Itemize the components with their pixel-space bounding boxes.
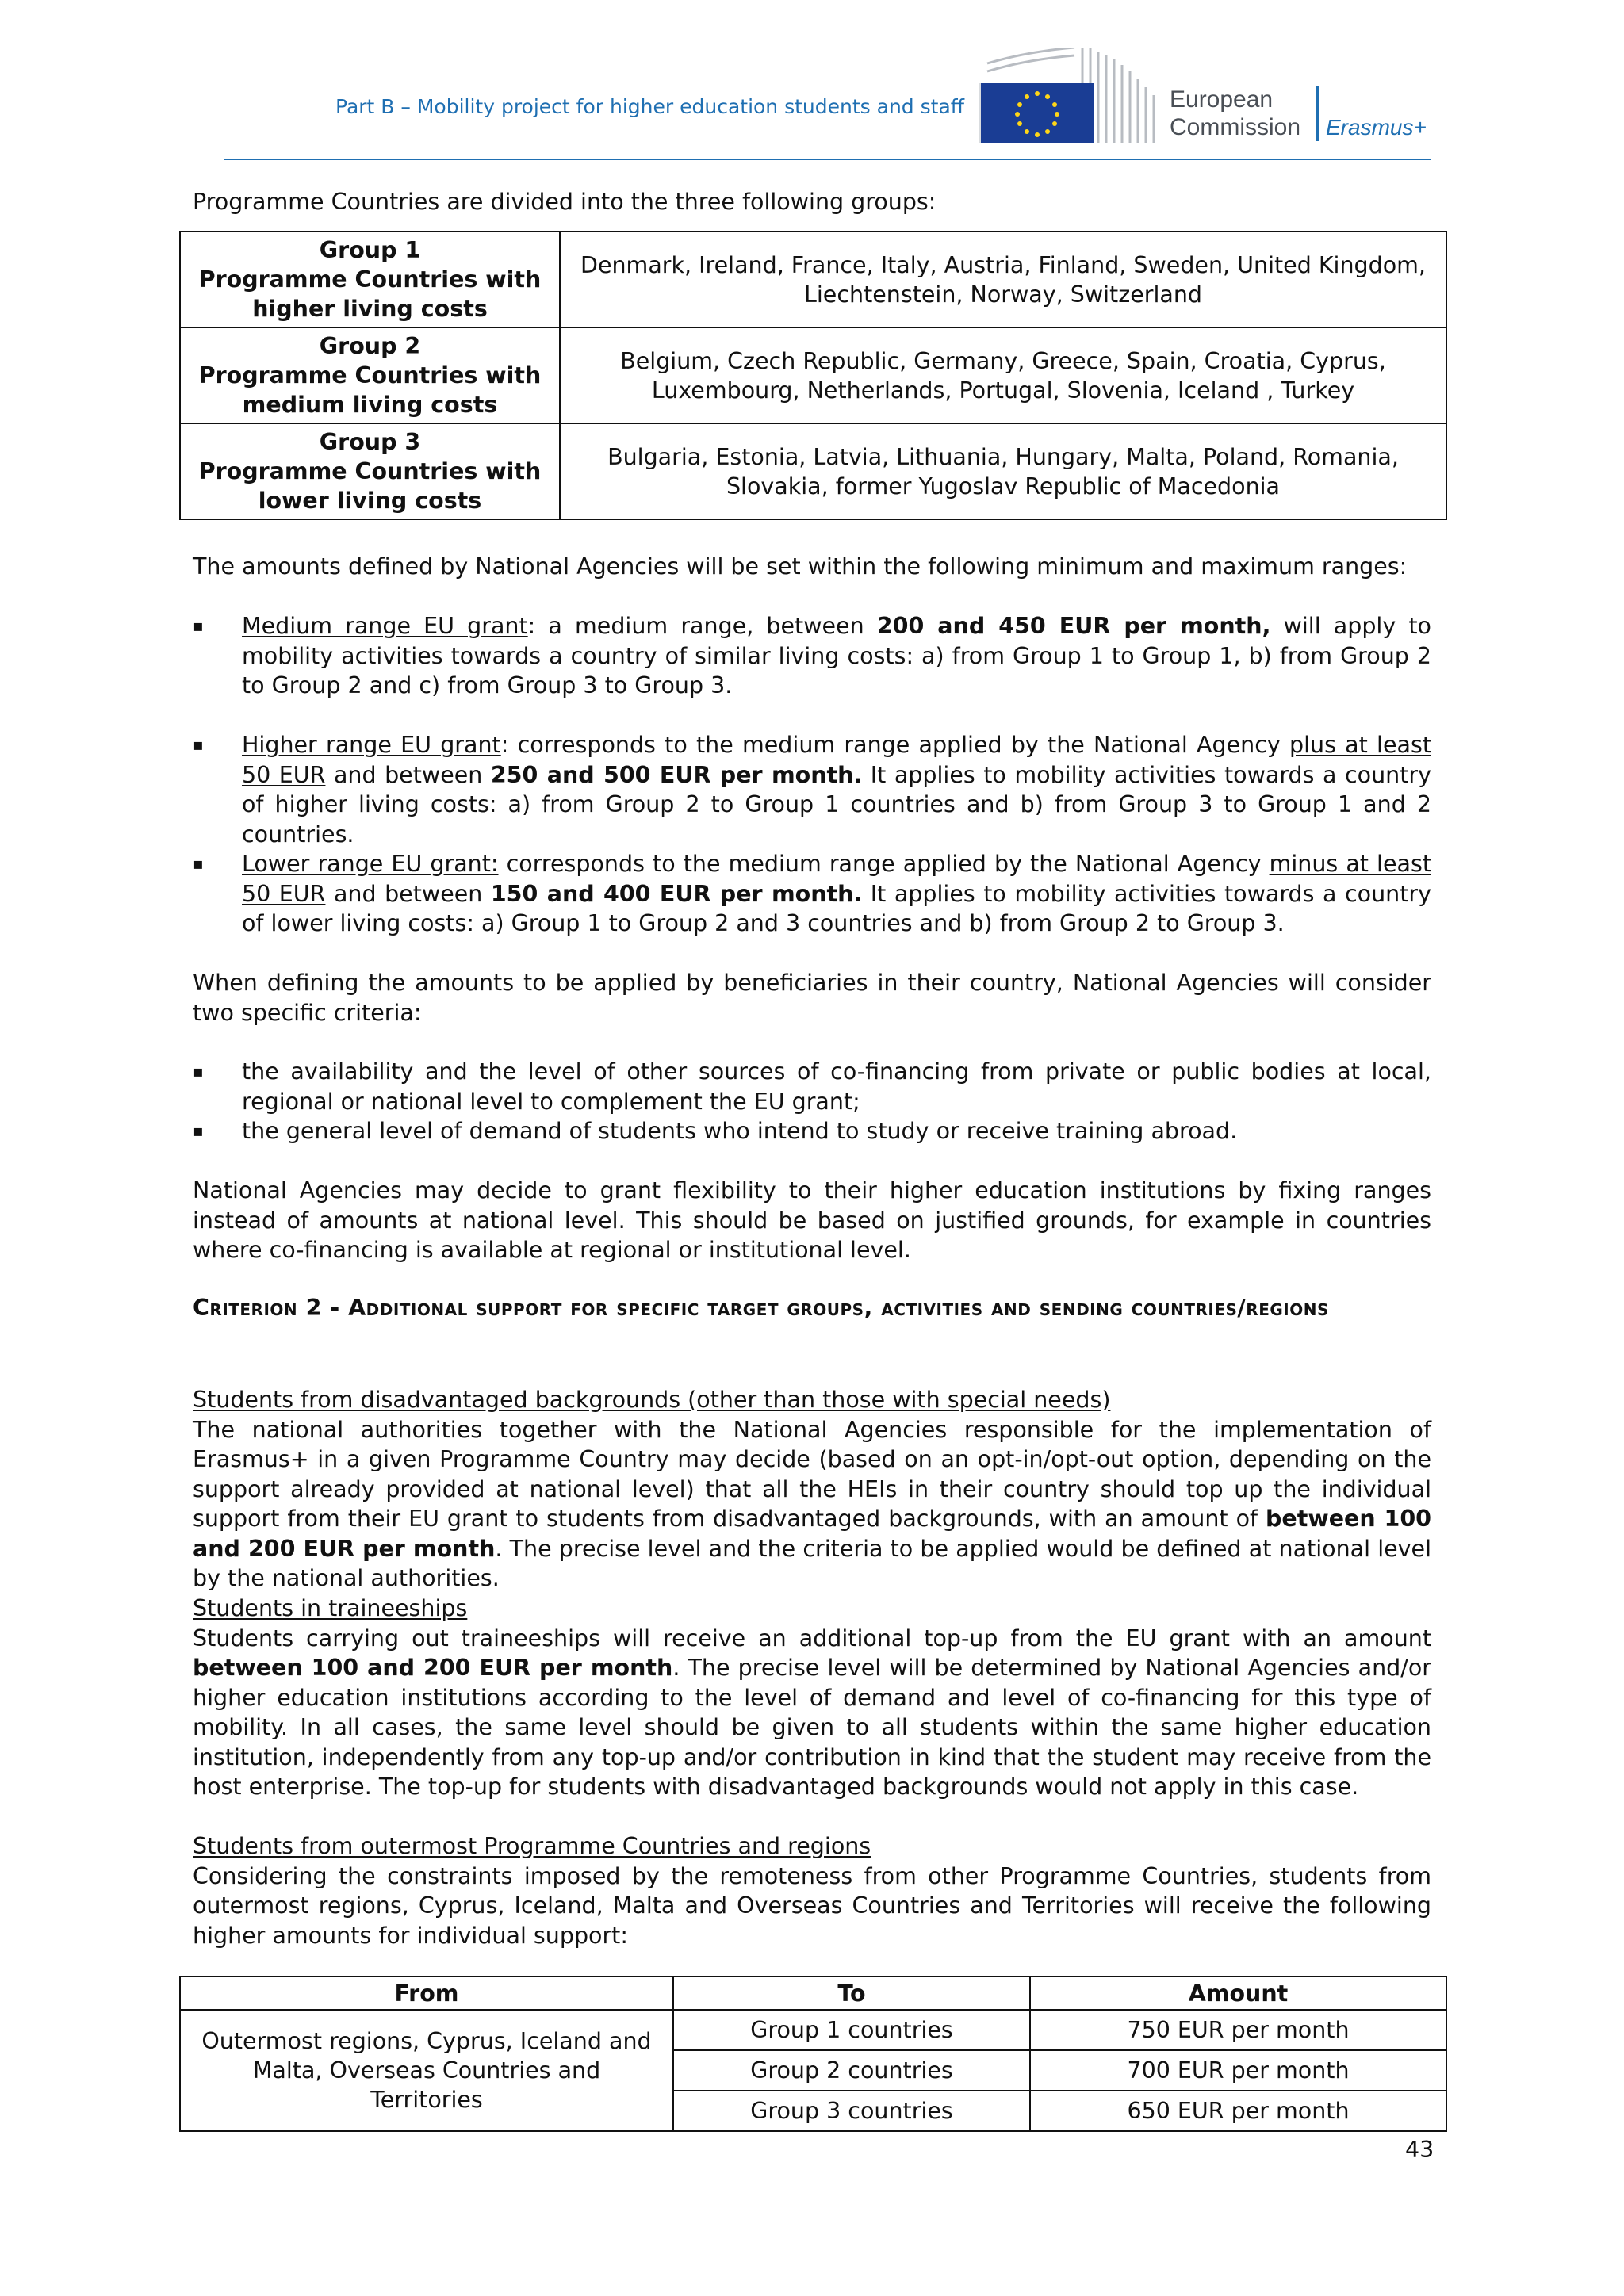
flexibility-paragraph: National Agencies may decide to grant flexibility to their higher education institutions by fixing ranges instead of amounts at national level. This should be based on justified grounds, for example in countries where co-financing is available at regional or institutional level. [193,1177,1431,1263]
group-name: Group 3 [319,429,421,455]
criteria-intro: When defining the amounts to be applied by beneficiaries in their country, National Agencies will consider two specific criteria: [193,970,1431,1026]
ranges-intro: The amounts defined by National Agencies will be set within the following minimum and maximum ranges: [193,553,1408,580]
group-label-cell [180,327,560,423]
range-item-medium [193,611,1431,701]
column-header: Amount [1030,1976,1446,2010]
range-offset: minus at least 50 EUR [242,851,1431,907]
range-label: Medium range EU grant [242,613,528,639]
group-label-cell [180,423,560,519]
group-desc: Programme Countries with [198,266,542,293]
page-number: 43 [1405,2137,1434,2163]
outermost-amounts-table [179,1976,1447,2132]
group-countries: Bulgaria, Estonia, Latvia, Lithuania, Hungary, Malta, Poland, Romania, Slovakia, former Yugoslav Republic of Macedonia [560,423,1446,519]
group-desc: lower living costs [258,488,482,514]
table-header-row [180,1976,1446,2010]
group-desc: medium living costs [242,392,498,418]
section-text: The national authorities together with the National Agencies responsible for the implementation of Erasmus+ in a given Programme Country may decide (based on an opt-in/opt-out option, depending on the support already provided at national level) that all the HEIs in their country should top up the individual support from their EU grant to students from disadvantaged backgrounds, with an amount of [193,1416,1431,1532]
group-row [180,423,1446,519]
criteria-text: the general level of demand of students who intend to study or receive training abroad. [242,1118,1238,1144]
section-heading: Students from disadvantaged backgrounds (other than those with special needs) [193,1387,1111,1413]
group-desc: Programme Countries with [198,362,542,388]
range-amount: 150 and 400 EUR per month. [490,880,863,907]
group-row [180,232,1446,327]
criterion-2-heading: Criterion 2 - Additional support for specific target groups, activities and sending countries/regions [193,1295,1329,1321]
bullet-icon: ▪ [193,616,204,635]
header-title: Part B – Mobility project for higher education students and staff [335,95,964,118]
section-text: Considering the constraints imposed by the remoteness from other Programme Countries, students from outermost regions, Cyprus, Iceland, Malta and Overseas Countries and Territories will receive the following higher amounts for individual support: [193,1862,1431,1949]
logo-line-1: European [1170,86,1274,113]
group-countries: Denmark, Ireland, France, Italy, Austria, Finland, Sweden, United Kingdom, Liechtenstein, Norway, Switzerland [560,232,1446,327]
range-text: corresponds to the medium range applied by the National Agency [498,851,1270,877]
amount-cell: 700 EUR per month [1030,2050,1446,2091]
bullet-icon: ▪ [193,1121,204,1140]
country-groups-table [179,231,1447,520]
group-row [180,327,1446,423]
erasmus-plus-label: Erasmus+ [1326,115,1427,140]
group-desc: Programme Countries with [198,458,542,484]
outermost-section [193,1831,1431,1950]
section-text: . The precise level and the criteria to be applied would be defined at national level by the national authorities. [193,1535,1431,1591]
bullet-icon: ▪ [193,854,204,873]
to-cell: Group 2 countries [673,2050,1030,2091]
range-amount: 250 and 500 EUR per month. [490,761,863,788]
range-offset: plus at least 50 EUR [242,732,1431,788]
from-cell: Outermost regions, Cyprus, Iceland and Malta, Overseas Countries and Territories [180,2010,673,2131]
group-desc: higher living costs [252,296,488,322]
range-item-higher [193,730,1431,849]
logo-divider [1316,86,1320,141]
range-text: and between [325,761,491,788]
group-countries: Belgium, Czech Republic, Germany, Greece, Spain, Croatia, Cyprus, Luxembourg, Netherlands, Portugal, Slovenia, Iceland , Turkey [560,327,1446,423]
range-text: : corresponds to the medium range applied by the National Agency [500,732,1290,758]
to-cell: Group 3 countries [673,2091,1030,2131]
range-text: and between [325,880,491,907]
section-heading: Students from outermost Programme Countries and regions [193,1833,871,1859]
section-amount: between 100 and 200 EUR per month [193,1655,673,1681]
group-label-cell [180,232,560,327]
range-text: : a medium range, between [527,613,877,639]
criteria-text: the availability and the level of other sources of co-financing from private or public bodies at local, regional or national level to complement the EU grant; [242,1058,1431,1115]
section-heading: Students in traineeships [193,1595,468,1621]
criteria-item [193,1116,1431,1146]
range-text: It applies to mobility activities towards a country of lower living costs: a) Group 1 to Group 2 and 3 countries and b) from Group 2 to Group 3. [242,880,1431,936]
group-name: Group 1 [319,237,421,263]
table-row [180,2010,1446,2050]
traineeships-section [193,1594,1431,1802]
section-text: Students carrying out traineeships will receive an additional top-up from the EU grant with an amount [193,1624,1431,1651]
amount-cell: 750 EUR per month [1030,2010,1446,2050]
range-label: Lower range EU grant: [242,851,499,877]
to-cell: Group 1 countries [673,2010,1030,2050]
criteria-item [193,1057,1431,1116]
groups-intro: Programme Countries are divided into the three following groups: [193,189,936,215]
range-text: It applies to mobility activities towards a country of higher living costs: a) from Group 2 to Group 1 countries and b) from Group 3 to Group 1 and 2 countries. [242,761,1431,848]
group-name: Group 2 [319,333,421,359]
column-header: To [673,1976,1030,2010]
column-header: From [180,1976,673,2010]
disadvantaged-section [193,1385,1431,1594]
logo-line-2: Commission [1170,114,1301,140]
header-rule [224,159,1431,160]
range-amount: 200 and 450 EUR per month, [876,613,1271,639]
range-label: Higher range EU grant [242,732,501,758]
section-amount: between 100 and 200 EUR per month [193,1506,1431,1562]
logo-text [1170,86,1300,141]
bullet-icon: ▪ [193,735,204,754]
bullet-icon: ▪ [193,1062,204,1081]
section-text: . The precise level will be determined by National Agencies and/or higher education institutions according to the level of demand and level of co-financing for this type of mobility. In all cases, the same level should be given to all students within the same higher education institution, independently from any top-up and/or contribution in kind that the student may receive from the host enterprise. The top-up for students with disadvantaged backgrounds would not apply in this case. [193,1655,1431,1800]
range-item-lower [193,849,1431,939]
range-text: will apply to mobility activities towards a country of similar living costs: a) from Group 1 to Group 1, b) from Group 2 to Group 2 and c) from Group 3 to Group 3. [242,613,1431,698]
amount-cell: 650 EUR per month [1030,2091,1446,2131]
